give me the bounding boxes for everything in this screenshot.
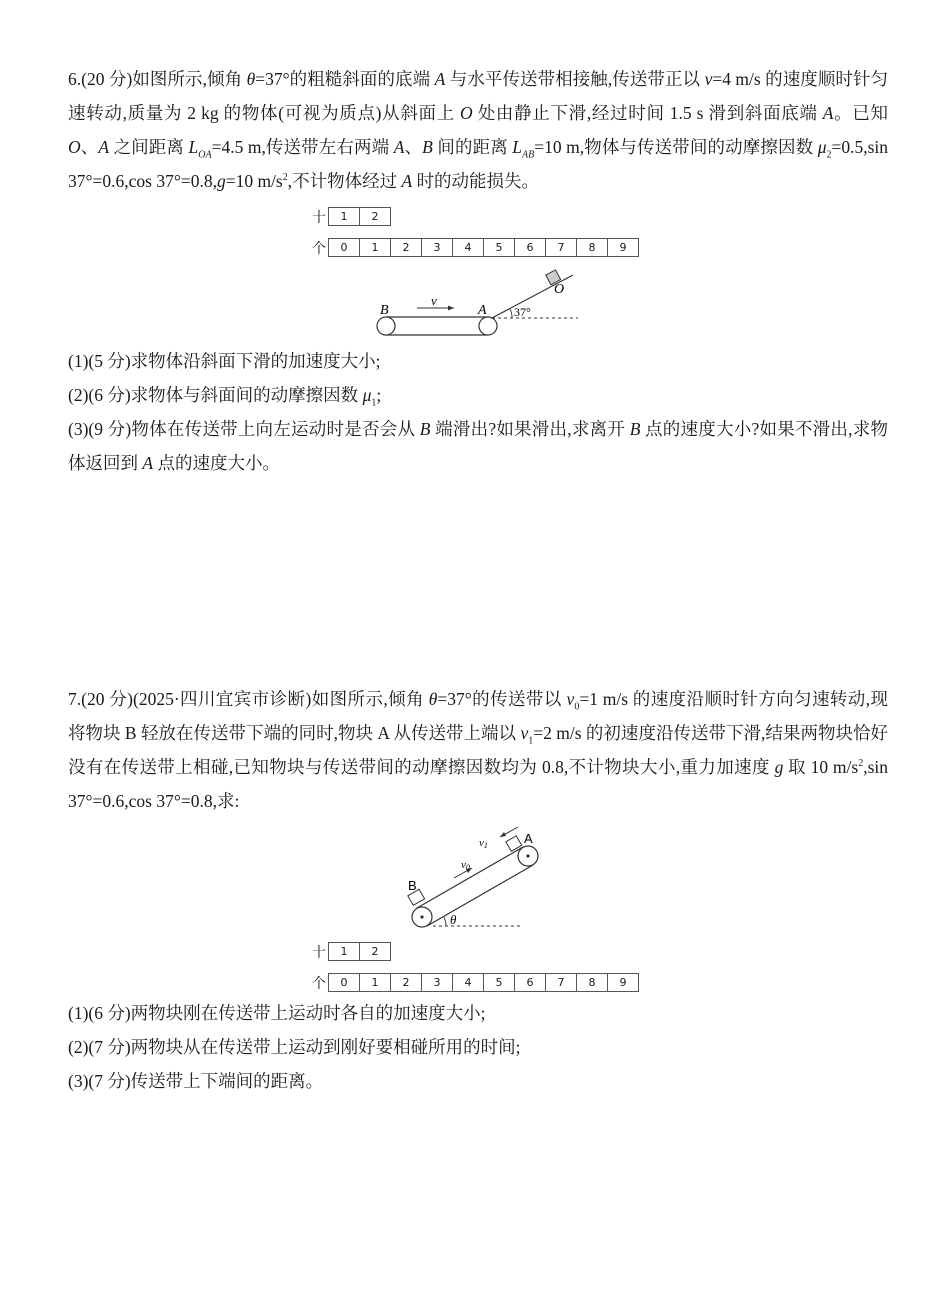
label-v: v [431,293,437,308]
ones-cell[interactable]: 7 [545,238,576,257]
ones-cell[interactable]: 1 [359,973,390,992]
q6-sub3: (3)(9 分)物体在传送带上向左运动时是否会从 B 端滑出?如果滑出,求离开 B 点的速度大小?如果不滑出,求物体返回到 A 点的速度大小。 [68,419,888,473]
ones-cell[interactable]: 2 [390,973,421,992]
label-b: B [380,303,389,318]
ones-cell[interactable]: 0 [328,973,359,992]
label-v0: v0 [461,859,470,872]
angle-arc [510,309,512,318]
tens-row [312,207,639,226]
ones-row [312,238,639,257]
label-a: A [478,303,487,318]
q7-stem: 7.(20 分)(2025·四川宜宾市诊断)如图所示,倾角 θ=37°的传送带以 $v_0=1$ m/s 的速度沿顺时针方向匀速转动,现将物块 B 轻放在传送带下端的同时,物块 A 从传送带上端以 $v_1=2$ m/s 的初速度沿传送带下滑,结果两物块恰好没有在传送带上相碰,已知物块与传送带间的动摩擦因数均为 0.8,不计物块大小,重力加速度 g 取 10 $m/s^2,\sin$ 37°=0.6,cos 37°=0.8,求: [68,689,888,811]
ones-cell[interactable]: 0 [328,238,359,257]
belt-bottom [427,865,533,926]
ones-cell[interactable]: 9 [607,238,639,257]
label-a: A [524,831,533,846]
tens-cell[interactable]: 1 [328,942,359,961]
ones-cell[interactable]: 9 [607,973,639,992]
q7-figure [400,826,550,934]
tens-label: 十 [312,944,326,961]
pulley-a [479,317,497,335]
ones-cell[interactable]: 2 [390,238,421,257]
tens-row [312,942,639,961]
q7-sub1: (1)(6 分)两物块刚在传送带上运动时各自的加速度大小; [68,1003,486,1023]
tens-label: 十 [312,209,326,226]
ones-label: 个 [312,975,326,992]
tens-cell[interactable]: 2 [359,207,391,226]
ones-label: 个 [312,240,326,257]
tens-cell[interactable]: 2 [359,942,391,961]
ones-cell[interactable]: 8 [576,238,607,257]
ones-cell[interactable]: 1 [359,238,390,257]
v1-arrowhead [500,832,506,837]
pulley-upper-axle [526,854,529,857]
ones-row [312,973,639,992]
ones-cell[interactable]: 6 [514,973,545,992]
pulley-b [377,317,395,335]
label-v1: v1 [479,837,488,850]
ones-cell[interactable]: 5 [483,973,514,992]
q6-sub1: (1)(5 分)求物体沿斜面下滑的加速度大小; [68,351,381,371]
ones-cell[interactable]: 6 [514,238,545,257]
ones-cell[interactable]: 7 [545,973,576,992]
q7-sub2: (2)(7 分)两物块从在传送带上运动到刚好要相碰所用的时间; [68,1037,521,1057]
ones-cell[interactable]: 5 [483,238,514,257]
belt-top [417,847,523,908]
tens-cell[interactable]: 1 [328,207,359,226]
pulley-lower-axle [420,915,423,918]
q6-sub2: (2)(6 分)求物体与斜面间的动摩擦因数 $\mu_1$; [68,385,382,409]
q6-stem: 6.(20 分)如图所示,倾角 θ=37°的粗糙斜面的底端 A 与水平传送带相接触,传送带正以 v=4 m/s 的速度顺时针匀速转动,质量为 2 kg 的物体(可视为质点)从斜面上 O 处由静止下滑,经过时间 1.5 s 滑到斜面底端 A。已知 O、A 之间距离 $L_{OA}=4.5$ m,传送带左右两端 A、B 间的距离 $L_{AB}=10$ m,物体与传送带间的动摩擦因数 $\mu_2=0.5,\sin$ 37°=0.6,cos 37°=0.8,g=10 $m/s^2$,不计物体经过 A 时的动能损失。 [68,69,889,191]
angle-arc [444,917,446,926]
ones-cell[interactable]: 8 [576,973,607,992]
label-b: B [408,878,417,893]
ones-cell[interactable]: 4 [452,238,483,257]
score-grid-q6 [312,207,639,257]
q6-figure [370,262,585,342]
q7-sub3: (3)(7 分)传送带上下端间的距离。 [68,1071,324,1091]
angle-label: 37° [514,305,531,319]
label-o: O [554,282,565,297]
score-grid-q7 [312,942,639,992]
ones-cell[interactable]: 3 [421,973,452,992]
velocity-arrowhead [448,306,454,311]
ones-cell[interactable]: 4 [452,973,483,992]
ones-cell[interactable]: 3 [421,238,452,257]
label-theta: θ [450,912,457,927]
